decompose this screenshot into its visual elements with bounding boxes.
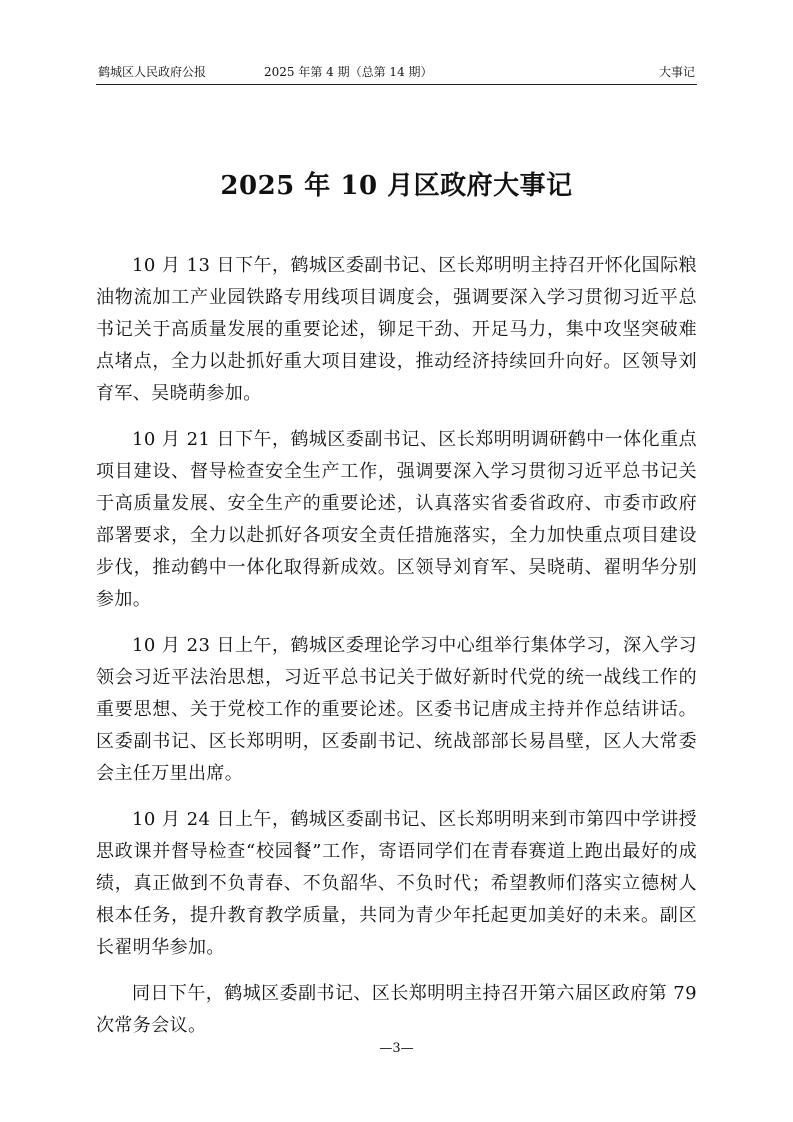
header-section-name: 大事记	[658, 65, 695, 79]
page-title: 2025 年 10 月区政府大事记	[220, 171, 573, 201]
page-number: —3—	[379, 1041, 414, 1056]
paragraph-oct-13: 10 月 13 日下午，鹤城区委副书记、区长郑明明主持召开怀化国际粮油物流加工产业园铁路专用线项目调度会，强调要深入学习贯彻习近平总书记关于高质量发展的重要论述，铆足干劲、开足马力，集中攻坚突破难点堵点，全力以赴抓好重大项目建设，推动经济持续回升向好。区领导刘育军、吴晓萌参加。	[96, 255, 697, 404]
paragraph-oct-24-afternoon: 同日下午，鹤城区委副书记、区长郑明明主持召开第六届区政府第 79 次常务会议。	[96, 983, 697, 1036]
header-issue-number: 2025 年第 4 期（总第 14 期）	[264, 65, 433, 79]
paragraph-oct-23: 10 月 23 日上午，鹤城区委理论学习中心组举行集体学习，深入学习领会习近平法治思想，习近平总书记关于做好新时代党的统一战线工作的重要思想、关于党校工作的重要论述。区委书记唐成主持并作总结讲话。区委副书记、区长郑明明，区委副书记、统战部部长易昌壁，区人大常委会主任万里出席。	[96, 635, 697, 784]
paragraph-oct-21: 10 月 21 日下午，鹤城区委副书记、区长郑明明调研鹤中一体化重点项目建设、督导检查安全生产工作，强调要深入学习贯彻习近平总书记关于高质量发展、安全生产的重要论述，认真落实省委省政府、市委市政府部署要求，全力以赴抓好各项安全责任措施落实，全力加快重点项目建设步伐，推动鹤中一体化取得新成效。区领导刘育军、吴晓萌、翟明华分别参加。	[96, 429, 697, 610]
paragraph-oct-24: 10 月 24 日上午，鹤城区委副书记、区长郑明明来到市第四中学讲授思政课并督导检查“校园餐”工作，寄语同学们在青春赛道上跑出最好的成绩，真正做到不负青春、不负韶华、不负时代；希望教师们落实立德树人根本任务，提升教育教学质量，共同为青少年托起更加美好的未来。副区长翟明华参加。	[96, 809, 697, 958]
running-header	[96, 62, 697, 85]
header-publication-name: 鹤城区人民政府公报	[98, 65, 207, 79]
document-body	[96, 250, 697, 1056]
